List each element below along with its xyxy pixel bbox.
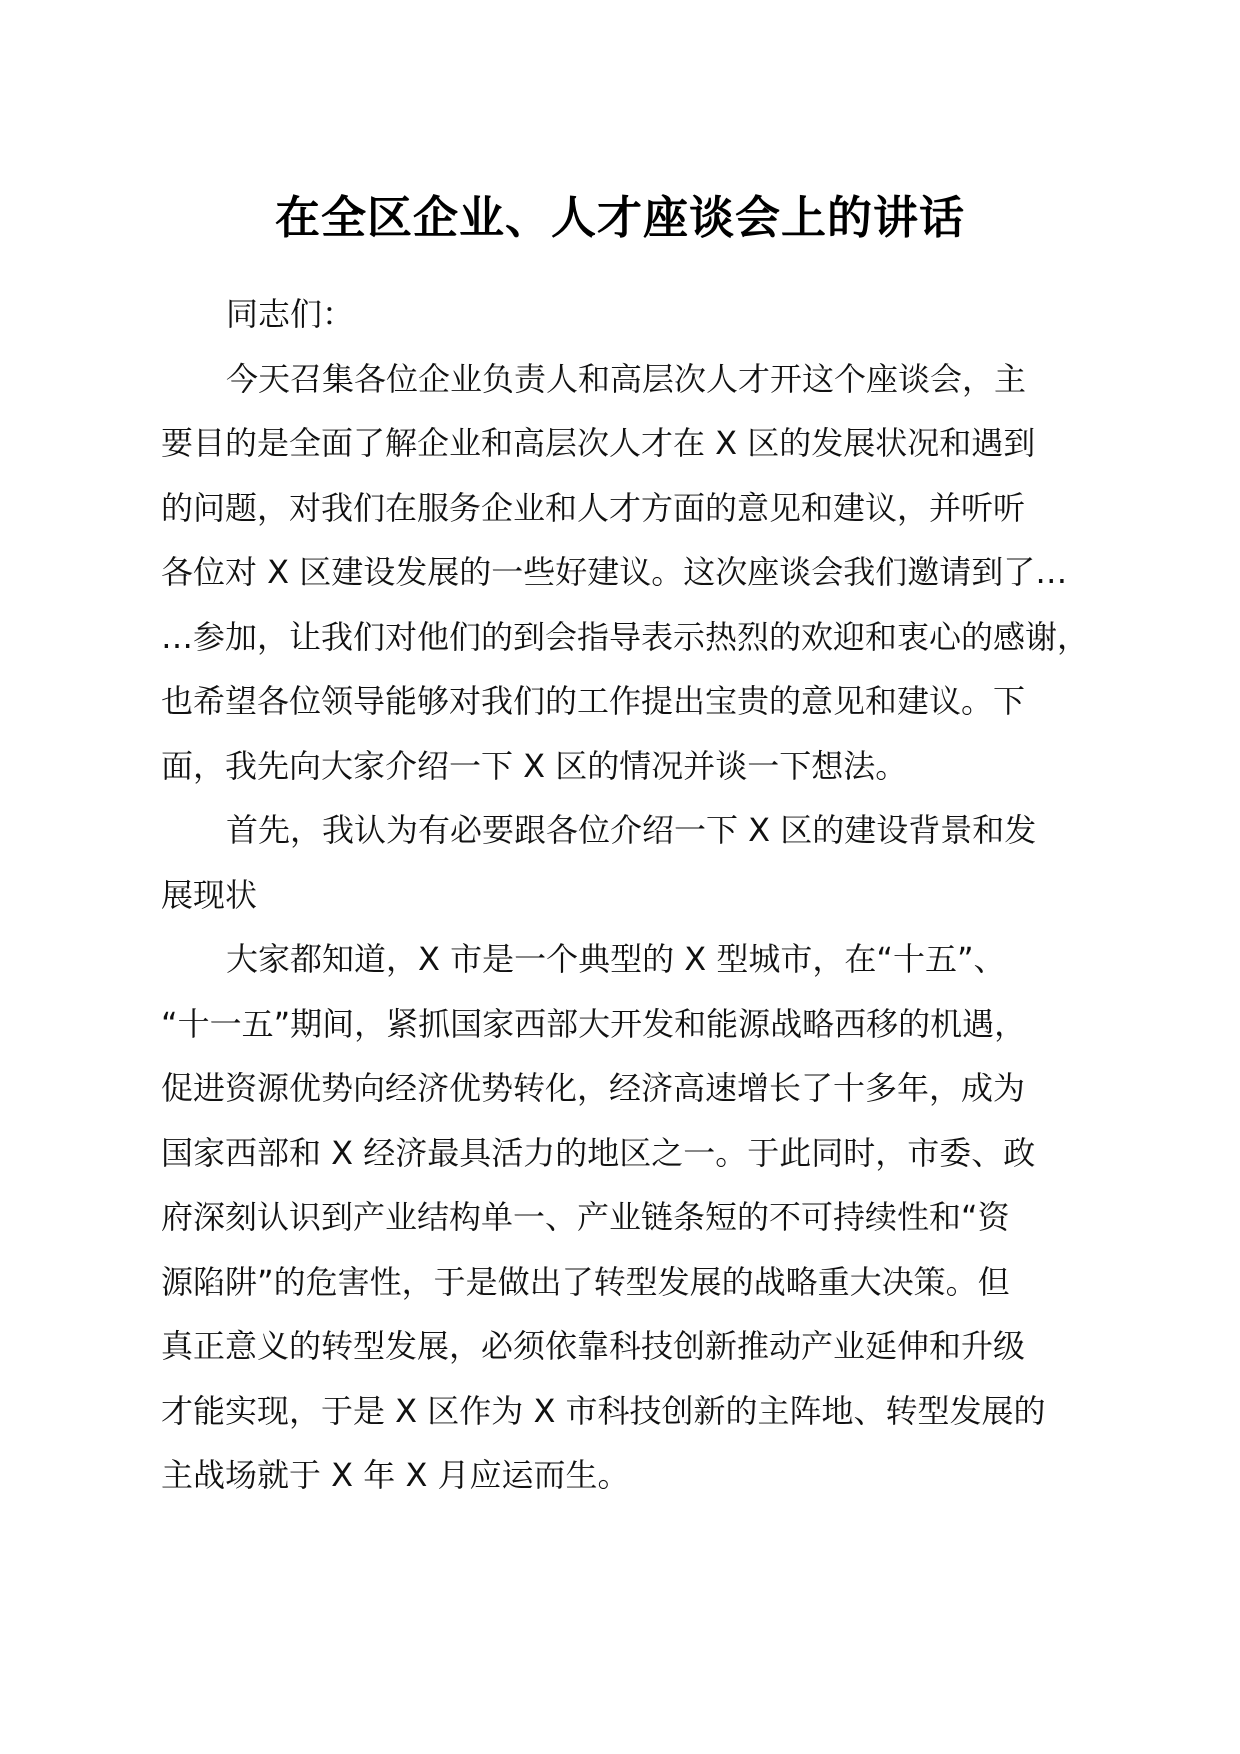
salutation-line: 同志们： [226, 295, 355, 333]
document-title: 在全区企业、人才座谈会上的讲话 [274, 191, 965, 244]
paragraph-2-line-2: 展现状 [161, 875, 258, 914]
paragraph-3-line-2: “十一五”期间，紧抓国家西部大开发和能源战略西移的机遇， [161, 1004, 1027, 1043]
paragraph-2-line-1: 首先，我认为有必要跟各位介绍一下 X 区的建设背景和发 [226, 811, 1037, 849]
paragraph-3-line-5: 府深刻认识到产业结构单一、产业链条短的不可持续性和“资 [161, 1198, 1010, 1236]
paragraph-1-line-6: 也希望各位领导能够对我们的工作提出宝贵的意见和建议。下 [161, 682, 1026, 720]
paragraph-1-line-5: …参加，让我们对他们的到会指导表示热烈的欢迎和衷心的感谢， [161, 617, 1090, 656]
paragraph-3-line-9: 主战场就于 X 年 X 月应运而生。 [161, 1456, 630, 1494]
paragraph-1-line-3: 的问题，对我们在服务企业和人才方面的意见和建议，并听听 [161, 488, 1026, 527]
paragraph-3-line-1: 大家都知道，X 市是一个典型的 X 型城市，在“十五”、 [226, 940, 1006, 978]
paragraph-3-line-3: 促进资源优势向经济优势转化，经济高速增长了十多年，成为 [161, 1069, 1026, 1107]
paragraph-1-line-2: 要目的是全面了解企业和高层次人才在 X 区的发展状况和遇到 [161, 424, 1036, 462]
paragraph-1-line-1: 今天召集各位企业负责人和高层次人才开这个座谈会，主 [226, 359, 1027, 398]
paragraph-3-line-7: 真正意义的转型发展，必须依靠科技创新推动产业延伸和升级 [161, 1327, 1026, 1365]
paragraph-1-line-7: 面，我先向大家介绍一下 X 区的情况并谈一下想法。 [161, 746, 908, 785]
document-body [161, 282, 1101, 1508]
paragraph-3-line-6: 源陷阱”的危害性，于是做出了转型发展的战略重大决策。但 [161, 1262, 1010, 1301]
paragraph-3-line-4: 国家西部和 X 经济最具活力的地区之一。于此同时，市委、政 [161, 1133, 1036, 1172]
paragraph-1-line-4: 各位对 X 区建设发展的一些好建议。这次座谈会我们邀请到了… [161, 553, 1068, 591]
paragraph-3-line-8: 才能实现，于是 X 区作为 X 市科技创新的主阵地、转型发展的 [161, 1391, 1046, 1430]
